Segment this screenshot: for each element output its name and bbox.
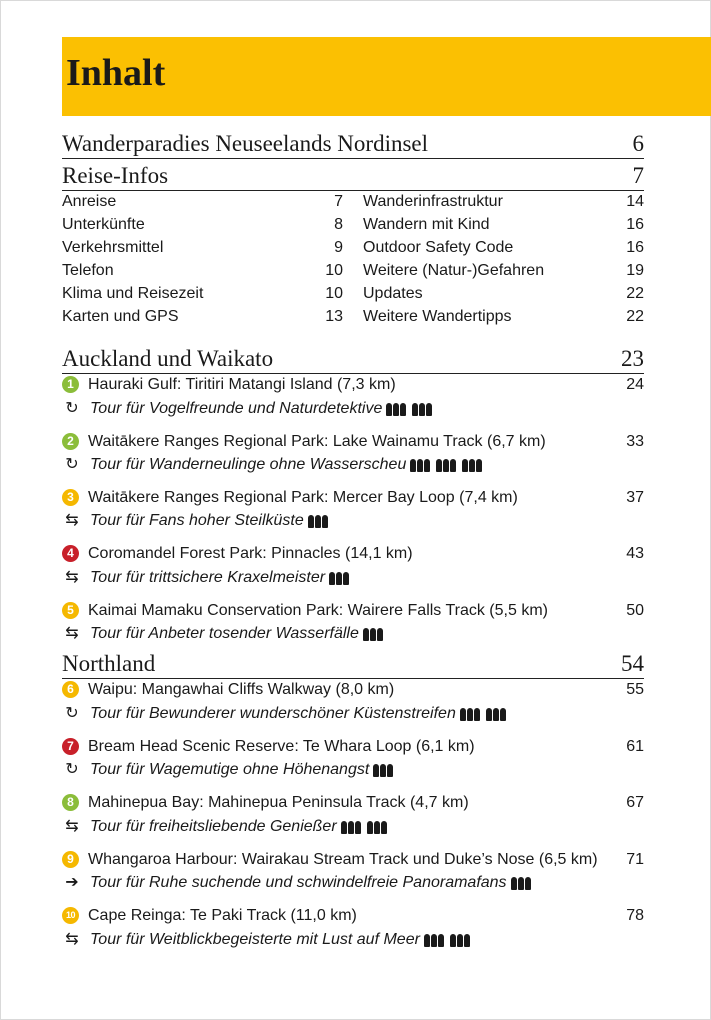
section-auckland-waikato[interactable] — [62, 345, 644, 374]
entry-label: Unterkünfte — [62, 216, 145, 233]
entry-page: 10 — [325, 262, 343, 279]
tour-title: Waitākere Ranges Regional Park: Mercer Bay Loop (7,4 km) — [88, 489, 518, 506]
round-trip-icon: ⇆ — [65, 625, 79, 642]
entry-page: 10 — [325, 285, 343, 302]
difficulty-people-icon — [460, 702, 507, 725]
tour-number-badge: 2 — [62, 433, 79, 450]
tour-number-badge: 6 — [62, 681, 79, 698]
difficulty-people-icon — [386, 397, 433, 420]
entry-page: 19 — [626, 262, 644, 279]
tour-title: Whangaroa Harbour: Wairakau Stream Track und Duke’s Nose (6,5 km) — [88, 851, 598, 868]
entry-label: Verkehrsmittel — [62, 239, 164, 256]
difficulty-people-icon — [363, 622, 384, 645]
section-page: 54 — [621, 651, 644, 676]
tour-subtitle: Tour für Vogelfreunde und Naturdetektive — [90, 400, 383, 417]
tour-description — [62, 928, 644, 951]
entry-label: Weitere Wandertipps — [363, 308, 512, 325]
loop-icon: ↻ — [65, 456, 79, 473]
tour-title: Kaimai Mamaku Conservation Park: Wairere Falls Track (5,5 km) — [88, 602, 548, 619]
tour-description — [62, 453, 644, 476]
tour-description — [62, 397, 644, 420]
toc-entry[interactable] — [363, 214, 644, 236]
tour-page: 43 — [626, 545, 644, 562]
loop-icon: ↻ — [65, 705, 79, 722]
section-intro[interactable] — [62, 130, 644, 159]
toc-entry[interactable] — [62, 191, 343, 213]
entry-page: 16 — [626, 216, 644, 233]
tour-subtitle: Tour für Wagemutige ohne Höhenangst — [90, 761, 370, 778]
entry-label: Anreise — [62, 193, 117, 210]
tour-title: Mahinepua Bay: Mahinepua Peninsula Track (4,7 km) — [88, 794, 469, 811]
tour-entry-5[interactable] — [62, 599, 644, 622]
tour-description — [62, 815, 644, 838]
tour-description — [62, 702, 644, 725]
tour-subtitle: Tour für Wanderneulinge ohne Wasserscheu — [90, 456, 407, 473]
tour-description — [62, 566, 644, 589]
tour-subtitle: Tour für Fans hoher Steilküste — [90, 512, 304, 529]
loop-icon: ↻ — [65, 761, 79, 778]
toc-entry[interactable] — [62, 214, 343, 236]
difficulty-people-icon — [424, 928, 471, 951]
tour-title: Coromandel Forest Park: Pinnacles (14,1 km) — [88, 545, 413, 562]
entry-page: 22 — [626, 308, 644, 325]
round-trip-icon: ⇆ — [65, 569, 79, 586]
section-page: 7 — [632, 163, 644, 188]
entry-page: 8 — [334, 216, 343, 233]
tour-entry-8[interactable] — [62, 791, 644, 814]
tour-page: 50 — [626, 602, 644, 619]
tour-page: 55 — [626, 681, 644, 698]
toc-entry[interactable] — [363, 306, 644, 328]
tour-number-badge: 5 — [62, 602, 79, 619]
tour-number-badge: 9 — [62, 851, 79, 868]
tour-title: Bream Head Scenic Reserve: Te Whara Loop (6,1 km) — [88, 738, 475, 755]
round-trip-icon: ⇆ — [65, 512, 79, 529]
tour-description — [62, 758, 644, 781]
tour-number-badge: 8 — [62, 794, 79, 811]
section-title: Northland — [62, 651, 156, 676]
tour-number-badge: 1 — [62, 376, 79, 393]
tour-subtitle: Tour für trittsichere Kraxelmeister — [90, 569, 326, 586]
tour-subtitle: Tour für Anbeter tosender Wasserfälle — [90, 625, 359, 642]
difficulty-people-icon — [373, 758, 394, 781]
entry-label: Updates — [363, 285, 423, 302]
tour-description — [62, 622, 644, 645]
tour-entry-6[interactable] — [62, 678, 644, 701]
toc-entry[interactable] — [363, 191, 644, 213]
section-northland[interactable] — [62, 650, 644, 679]
entry-label: Klima und Reisezeit — [62, 285, 204, 302]
one-way-icon: ➔ — [65, 874, 79, 891]
difficulty-people-icon — [410, 453, 483, 476]
entry-page: 14 — [626, 193, 644, 210]
tour-title: Waitākere Ranges Regional Park: Lake Wainamu Track (6,7 km) — [88, 433, 546, 450]
tour-page: 33 — [626, 433, 644, 450]
round-trip-icon: ⇆ — [65, 818, 79, 835]
tour-subtitle: Tour für freiheitsliebende Genießer — [90, 818, 337, 835]
toc-entry[interactable] — [363, 260, 644, 282]
entry-label: Telefon — [62, 262, 114, 279]
entry-page: 7 — [334, 193, 343, 210]
entry-page: 22 — [626, 285, 644, 302]
difficulty-people-icon — [308, 509, 329, 532]
tour-title: Cape Reinga: Te Paki Track (11,0 km) — [88, 907, 357, 924]
toc-entry[interactable] — [62, 306, 343, 328]
tour-title: Waipu: Mangawhai Cliffs Walkway (8,0 km) — [88, 681, 395, 698]
tour-description — [62, 871, 644, 894]
tour-description — [62, 509, 644, 532]
difficulty-people-icon — [329, 566, 350, 589]
page-title: Inhalt — [66, 52, 166, 94]
tour-subtitle: Tour für Bewunderer wunderschöner Küstenstreifen — [90, 705, 456, 722]
tour-entry-10[interactable] — [62, 904, 644, 927]
loop-icon: ↻ — [65, 400, 79, 417]
tour-number-badge: 4 — [62, 545, 79, 562]
tour-page: 78 — [626, 907, 644, 924]
toc-entry[interactable] — [62, 260, 343, 282]
tour-entry-4[interactable] — [62, 542, 644, 565]
tour-page: 24 — [626, 376, 644, 393]
toc-entry[interactable] — [363, 283, 644, 305]
tour-subtitle: Tour für Ruhe suchende und schwindelfreie Panoramafans — [90, 874, 507, 891]
tour-title: Hauraki Gulf: Tiritiri Matangi Island (7,3 km) — [88, 376, 396, 393]
toc-entry[interactable] — [62, 237, 343, 259]
section-title: Wanderparadies Neuseelands Nordinsel — [62, 131, 429, 156]
section-title: Auckland und Waikato — [62, 346, 274, 371]
tour-entry-7[interactable] — [62, 735, 644, 758]
tour-page: 61 — [626, 738, 644, 755]
toc-entry[interactable] — [363, 237, 644, 259]
difficulty-people-icon — [511, 871, 532, 894]
entry-label: Weitere (Natur-)Gefahren — [363, 262, 545, 279]
tour-entry-3[interactable] — [62, 486, 644, 509]
section-page: 23 — [621, 346, 644, 371]
section-page: 6 — [632, 131, 644, 156]
tour-page: 37 — [626, 489, 644, 506]
tour-number-badge: 10 — [62, 907, 79, 924]
tour-entry-2[interactable] — [62, 430, 644, 453]
entry-label: Wanderinfrastruktur — [363, 193, 503, 210]
tour-subtitle: Tour für Weitblickbegeisterte mit Lust auf Meer — [90, 931, 420, 948]
entry-label: Karten und GPS — [62, 308, 179, 325]
tour-number-badge: 7 — [62, 738, 79, 755]
tour-number-badge: 3 — [62, 489, 79, 506]
section-reise-infos[interactable] — [62, 162, 644, 191]
entry-page: 13 — [325, 308, 343, 325]
toc-entry[interactable] — [62, 283, 343, 305]
tour-page: 71 — [626, 851, 644, 868]
entry-page: 9 — [334, 239, 343, 256]
tour-entry-9[interactable] — [62, 848, 644, 871]
entry-label: Outdoor Safety Code — [363, 239, 514, 256]
round-trip-icon: ⇆ — [65, 931, 79, 948]
tour-entry-1[interactable] — [62, 373, 644, 396]
title-banner — [62, 37, 711, 116]
entry-label: Wandern mit Kind — [363, 216, 490, 233]
entry-page: 16 — [626, 239, 644, 256]
difficulty-people-icon — [341, 815, 388, 838]
section-title: Reise-Infos — [62, 163, 169, 188]
tour-page: 67 — [626, 794, 644, 811]
